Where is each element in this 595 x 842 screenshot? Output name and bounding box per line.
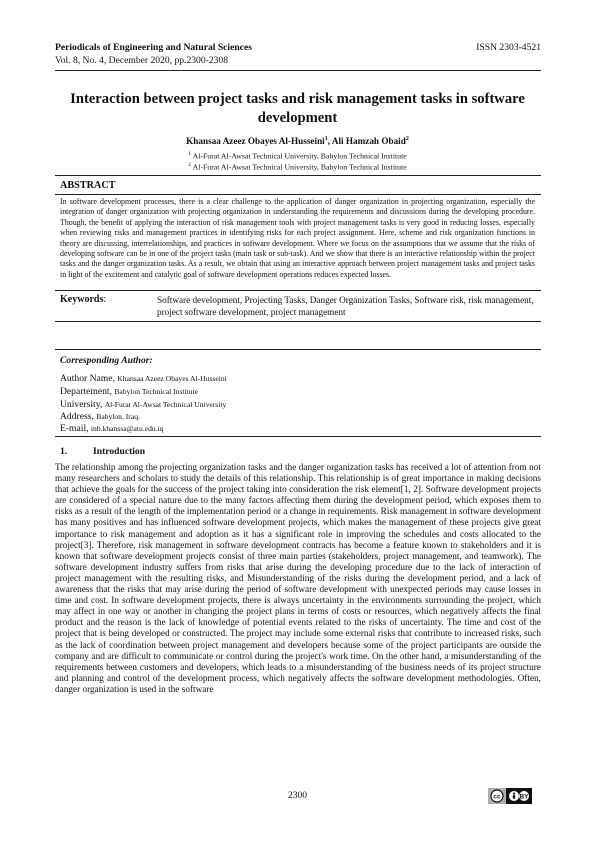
author-separator: , — [327, 136, 332, 147]
abstract-text: In software development processes, there is a clear challenge to the application of danger organization in projecting organization, especially the integration of danger organization with projecting organization in understanding the requirements and discussions during the developing procedure. Though, the benefit of applying the interaction of risk management tools with project management tasks is very good in reducing losses, especially when reviewing risks and management practices in identifying risks for each project assignment. Here, scheme and risk organization functions in theory are discussing, interrelationships, and practices in software development. Where we focus on the assumptions that we assume that the risks of developing software can be in one of the project tasks (main task or sub-task). And we show that there is an interactive relationship within the project tasks and the danger organization tasks. As a result, we obtain that using an interactive approach between project management tasks and project tasks in light of the excitement and catalytic goal of software development operations reduces expected losses. — [60, 197, 535, 279]
cc-text: cc — [493, 793, 501, 801]
section-number: 1. — [60, 446, 68, 457]
affiliation-2-text: Al-Furat Al-Awsat Technical University, Babylon Technical Institute — [192, 162, 407, 172]
abstract-heading: ABSTRACT — [60, 180, 116, 191]
corresponding-email: E-mail, inb.khanssa@atu.edu.iq — [60, 423, 164, 434]
corresponding-top-rule — [55, 349, 541, 350]
cc-icon — [488, 788, 506, 804]
affiliation-1 — [0, 151, 595, 161]
svg-text:BY: BY — [519, 793, 529, 801]
section-heading — [60, 446, 145, 457]
author-1: Khansaa Azeez Obayes Al-Husseini — [186, 136, 325, 147]
page-number: 2300 — [287, 790, 308, 801]
introduction-text: The relationship among the projecting organization tasks and the danger organization tasks has received a lot of attention from not many researchers and scholars to study the details of this relationship. This relationship is of great importance in making decisions that achieve the goals for the success of the project taking into consideration the risk element[1, 2]. Software development projects are considered of a special nature due to the many factors affecting them during the development period, which exposes them to risks as a result of the length of the implementation period or a change in requirements. Risk management in software development has many positives and has influenced software development projects, which makes the management of these projects give great importance to risk management and adoption as it has a significant role in improving the schedules and costs allocated to the project[3]. Therefore, risk management in software development contracts has become a feature known to stakeholders and it is known that software development projects consist of three main parties (stakeholders, project management, and teamwork). The software development industry suffers from risks that arise during the developing procedure due to the lack of interaction of project management with the resulting risks, and Misunderstanding of the risks during the development period, and a lack of awareness that the risks that may arise during the period of software development with unexpected periods may cause losses in time and cost. In software development projects, there is always uncertainty in the environments surrounding the project, which may affect in one way or another in changing the project plans in terms of costs or resources, which negatively affects the final product and the reason is the lack of knowledge of potential events related to the risks of uncertainty. The time and cost of the project that is being developed or constructed. The project may include some external risks that contribute to increased risks, such as the lack of coordination between project management and developers because some of the project participants are outside the company and are difficult to communicate or control during the project's work time. On the other hand, a misunderstanding of the requirements between customers and developers, which leads to a misunderstanding of the business needs of its project structure and planning and control of the development process, which negatively affects the software development methodologies. Often, danger organization is used in the software — [55, 463, 541, 695]
corresponding-university: University, Al-Furat Al-Awsat Technical University — [60, 399, 227, 410]
keywords-text: Software development, Projecting Tasks, Danger Organization Tasks, Software risk, risk management, project software development, project management — [157, 295, 534, 317]
journal-name: Periodicals of Engineering and Natural Sciences — [55, 42, 252, 53]
corresponding-heading: Corresponding Author: — [60, 355, 153, 366]
issn: ISSN 2303-4521 — [476, 42, 541, 53]
author-1-mark: 1 — [324, 136, 328, 142]
corresponding-address: Address, Babylon, Iraq. — [60, 411, 140, 422]
volume-info: Vol. 8, No. 4, December 2020, pp.2300-2308 — [55, 55, 229, 66]
corresponding-department: Departement, Babylon Technical Institute — [60, 386, 199, 397]
keywords-colon: : — [103, 294, 107, 305]
affiliation-1-text: Al-Furat Al-Awsat Technical University, Babylon Technical Institute — [192, 151, 407, 161]
affiliation-1-mark: 1 — [188, 151, 192, 157]
author-list — [0, 136, 595, 146]
affiliation-2-mark: 2 — [188, 162, 192, 168]
corresponding-author-name: Author Name, Khansaa Azeez Obayes Al-Husseini — [60, 373, 227, 384]
by-attribution-icon — [506, 788, 532, 804]
header-rule — [55, 70, 541, 71]
keywords-label: Keywords: — [60, 294, 107, 305]
email-link[interactable]: inb.khanssa@atu.edu.iq — [90, 424, 164, 433]
author-2: Ali Hamzah Obaid — [331, 136, 406, 147]
paper-title: Interaction between project tasks and risk management tasks in software development — [70, 91, 525, 126]
keywords-top-rule — [55, 290, 541, 291]
section-title: Introduction — [93, 446, 146, 457]
corresponding-bottom-rule — [55, 436, 541, 437]
affiliation-2 — [0, 162, 595, 172]
keywords-bottom-rule — [55, 321, 541, 322]
abstract-top-rule — [55, 175, 541, 176]
cc-license-badge[interactable] — [488, 788, 532, 804]
author-2-mark: 2 — [405, 136, 409, 142]
abstract-heading-rule — [55, 194, 541, 195]
